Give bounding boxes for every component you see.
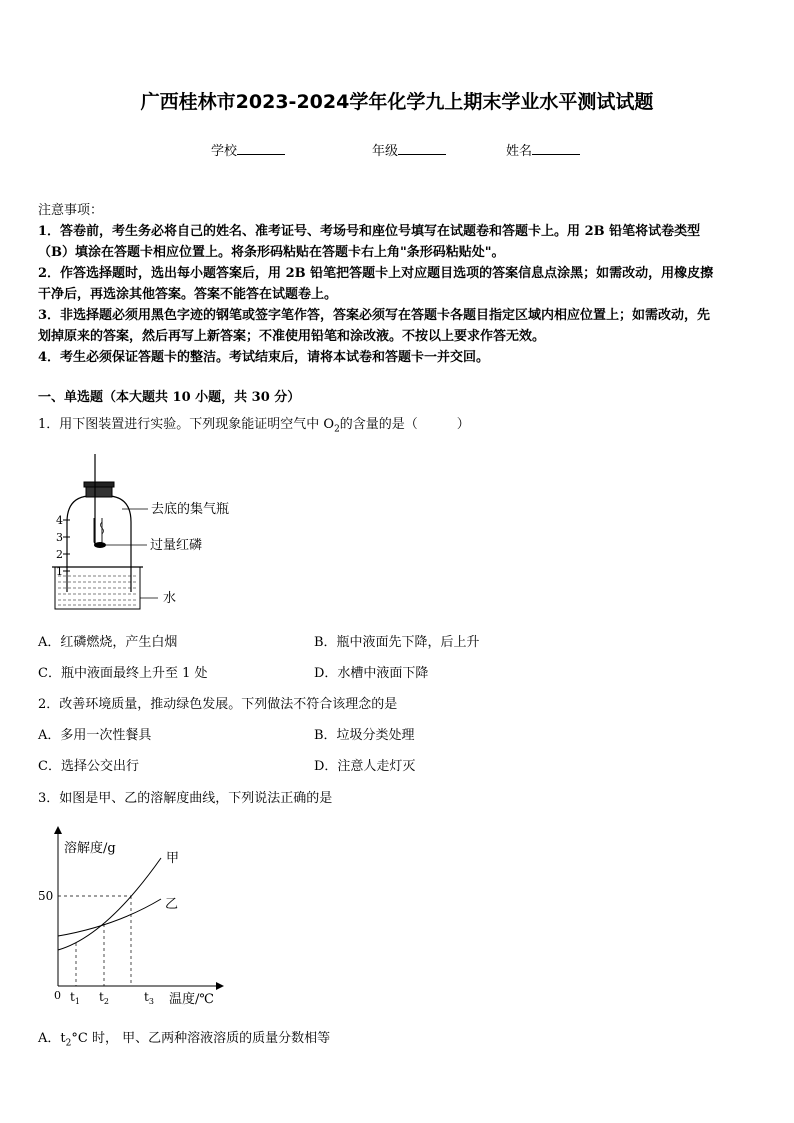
q2-option-c[interactable]: C．选择公交出行	[38, 759, 139, 774]
curve-label-yi: 乙	[165, 897, 179, 912]
notice-heading: 注意事项：	[38, 203, 104, 218]
grade-blank[interactable]	[398, 140, 446, 155]
q1-apparatus-diagram	[50, 452, 250, 612]
name-field[interactable]	[506, 140, 580, 159]
q2-option-b[interactable]: B．垃圾分类处理	[314, 728, 415, 743]
q2-stem: 2．改善环境质量，推动绿色发展。下列做法不符合该理念的是	[38, 697, 398, 712]
label-bottle: 去底的集气瓶	[151, 502, 230, 517]
q3-option-a[interactable]: A．$t_2^\circ C$ 时， 甲、乙两种溶液溶质的质量分数相等	[38, 1031, 331, 1049]
notice-line: 3．非选择题必须用黑色字迹的钢笔或签字笔作答，答案必须写在答题卡各题目指定区域内相应位置上；如需改动，先	[38, 308, 711, 323]
y-tick-50: 50	[38, 889, 54, 903]
page-title: 广西桂林市2023-2024学年化学九上期末学业水平测试试题	[140, 91, 654, 113]
x-axis-label: 温度/℃	[169, 992, 214, 1007]
name-blank[interactable]	[532, 140, 580, 155]
y-axis-label: 溶解度/g	[64, 841, 116, 856]
solubility-curve-diagram	[36, 826, 226, 1011]
scale-1: 1	[56, 565, 63, 578]
notice-line: 干净后，再选涂其他答案。答案不能答在试题卷上。	[38, 287, 338, 302]
q1-option-b[interactable]: B．瓶中液面先下降，后上升	[314, 635, 480, 650]
notice-line: 2．作答选择题时，选出每小题答案后，用 2B 铅笔把答题卡上对应题目选项的答案信息点涂黑；如需改动，用橡皮擦	[38, 266, 714, 281]
x-tick-t3: $t_3$	[144, 990, 154, 1006]
grade-label: 年级	[372, 144, 399, 159]
x-tick-t2: $t_2$	[99, 990, 109, 1006]
q1-stem: 1．用下图装置进行实验。下列现象能证明空气中 $O_2$的含量的是（ ）	[38, 417, 470, 435]
label-phosphorus: 过量红磷	[150, 538, 203, 553]
q1-option-d[interactable]: D．水槽中液面下降	[314, 666, 429, 681]
label-water: 水	[163, 591, 177, 606]
q1-option-a[interactable]: A．红磷燃烧，产生白烟	[38, 635, 178, 650]
notice-line: 1．答卷前，考生务必将自己的姓名、准考证号、考场号和座位号填写在试题卷和答题卡上。用 2B 铅笔将试卷类型	[38, 224, 701, 239]
curve-jia	[58, 858, 161, 950]
school-field[interactable]	[211, 140, 285, 159]
scale-3: 3	[56, 531, 63, 544]
curve-label-jia: 甲	[166, 851, 180, 866]
section-heading: 一、单选题（本大题共 10 小题，共 30 分）	[38, 390, 301, 405]
school-label: 学校	[211, 144, 238, 159]
notice-line: 4．考生必须保证答题卡的整洁。考试结束后，请将本试卷和答题卡一并交回。	[38, 350, 490, 365]
q1-option-c[interactable]: C．瓶中液面最终上升至 1 处	[38, 666, 208, 681]
origin-label: 0	[54, 989, 61, 1002]
school-blank[interactable]	[237, 140, 285, 155]
curve-yi	[58, 899, 161, 936]
q2-option-d[interactable]: D．注意人走灯灭	[314, 759, 416, 774]
notice-line: 划掉原来的答案，然后再写上新答案；不准使用铅笔和涂改液。不按以上要求作答无效。	[38, 329, 546, 344]
grade-field[interactable]	[372, 140, 446, 159]
q2-option-a[interactable]: A．多用一次性餐具	[38, 728, 152, 743]
water	[58, 576, 138, 605]
scale-2: 2	[56, 548, 63, 561]
student-info-row	[0, 140, 794, 160]
q3-stem: 3．如图是甲、乙的溶解度曲线，下列说法正确的是	[38, 791, 333, 806]
red-phosphorus	[94, 542, 106, 548]
name-label: 姓名	[506, 144, 533, 159]
scale-4: 4	[56, 514, 63, 527]
water-trough	[55, 567, 140, 609]
x-tick-t1: $t_1$	[70, 990, 80, 1006]
notice-line: （B）填涂在答题卡相应位置上。将条形码粘贴在答题卡右上角"条形码粘贴处"。	[38, 245, 505, 260]
